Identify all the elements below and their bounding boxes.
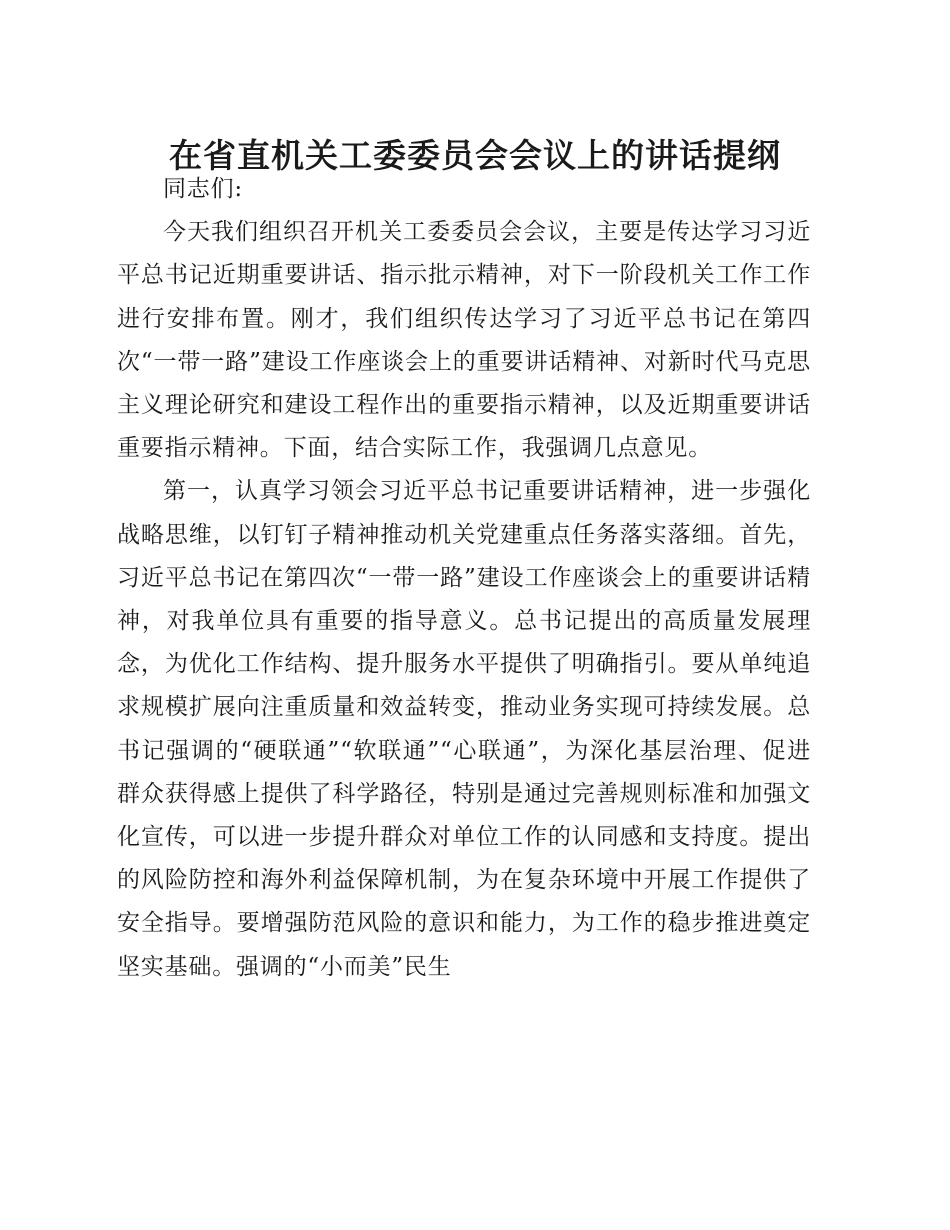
paragraph-point-one: 第一，认真学习领会习近平总书记重要讲话精神，进一步强化战略思维，以钉钉子精神推动机关党建重点任务落实落细。首先，习近平总书记在第四次“一带一路”建设工作座谈会上的重要讲话精神，对我单位具有重要的指导意义。总书记提出的高质量发展理念，为优化工作结构、提升服务水平提供了明确指引。要从单纯追求规模扩展向注重质量和效益转变，推动业务实现可持续发展。总书记强调的“硬联通”“软联通”“心联通”，为深化基层治理、促进群众获得感上提供了科学路径，特别是通过完善规则标准和加强文化宣传，可以进一步提升群众对单位工作的认同感和支持度。提出的风险防控和海外利益保障机制，为在复杂环境中开展工作提供了安全指导。要增强防范风险的意识和能力，为工作的稳步推进奠定坚实基础。强调的“小而美”民生 [117,478,811,980]
paragraph-intro: 今天我们组织召开机关工委委员会会议，主要是传达学习习近平总书记近期重要讲话、指示批示精神，对下一阶段机关工作工作进行安排布置。刚才，我们组织传达学习了习近平总书记在第四次“一带一路”建设工作座谈会上的重要讲话精神、对新时代马克思主义理论研究和建设工程作出的重要指示精神，以及近期重要讲话重要指示精神。下面，结合实际工作，我强调几点意见。 [117,219,811,462]
salutation: 同志们: [163,176,243,202]
document-title: 在省直机关工委委员会会议上的讲话提纲 [169,136,781,175]
document-body [117,168,811,989]
